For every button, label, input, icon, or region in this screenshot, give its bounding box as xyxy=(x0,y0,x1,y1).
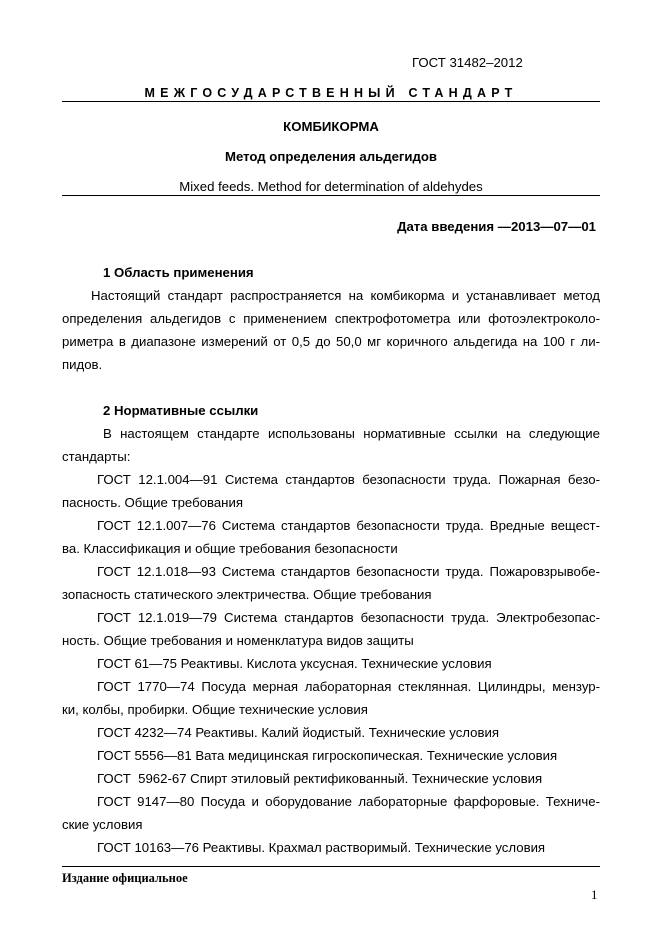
section-heading: 1 Область применения xyxy=(103,265,254,280)
reference-line: ГОСТ 5962-67 Спирт этиловый ректификованный. Технические условия xyxy=(97,771,543,786)
reference-line: пасность. Общие требования xyxy=(62,495,243,510)
effective-date: Дата введения —2013—07—01 xyxy=(397,219,596,234)
paragraph-line: В настоящем стандарте использованы нормативные ссылки на следующие xyxy=(103,426,600,441)
reference-line: ГОСТ 12.1.018—93 Система стандартов безопасности труда. Пожаровзрывобе- xyxy=(97,564,600,579)
reference-line: ГОСТ 1770—74 Посуда мерная лабораторная стеклянная. Цилиндры, мензур- xyxy=(97,679,600,694)
standard-category: МЕЖГОСУДАРСТВЕННЫЙ СТАНДАРТ xyxy=(144,86,518,100)
paragraph-line: пидов. xyxy=(62,357,103,372)
reference-line: ГОСТ 5556—81 Вата медицинская гигроскопическая. Технические условия xyxy=(97,748,558,763)
reference-line: ГОСТ 61—75 Реактивы. Кислота уксусная. Технические условия xyxy=(97,656,492,671)
reference-line: ГОСТ 12.1.007—76 Система стандартов безопасности труда. Вредные вещест- xyxy=(97,518,600,533)
document-title: КОМБИКОРМА xyxy=(283,119,379,134)
paragraph-line: Настоящий стандарт распространяется на комбикорма и устанавливает метод xyxy=(91,288,600,303)
edition-label: Издание официальное xyxy=(62,871,188,885)
reference-line: ГОСТ 9147—80 Посуда и оборудование лабораторные фарфоровые. Техниче- xyxy=(97,794,600,809)
reference-line: зопасность статического электричества. Общие требования xyxy=(62,587,432,602)
document-code: ГОСТ 31482–2012 xyxy=(412,55,523,70)
header-rule xyxy=(62,101,600,102)
reference-line: ГОСТ 12.1.004—91 Система стандартов безопасности труда. Пожарная безо- xyxy=(97,472,600,487)
reference-line: ность. Общие требования и номенклатура видов защиты xyxy=(62,633,414,648)
section-heading: 2 Нормативные ссылки xyxy=(103,403,259,418)
reference-line: ва. Классификация и общие требования безопасности xyxy=(62,541,398,556)
footer-rule xyxy=(62,866,600,867)
document-subtitle: Метод определения альдегидов xyxy=(224,149,438,164)
reference-line: ские условия xyxy=(62,817,143,832)
paragraph-line: определения альдегидов с применением спектрофотометра или фотоэлектроколо- xyxy=(62,311,600,326)
english-title: Mixed feeds. Method for determination of aldehydes xyxy=(179,179,483,194)
page-number: 1 xyxy=(591,887,598,902)
paragraph-line: риметра в диапазоне измерений от 0,5 до 50,0 мг коричного альдегида на 100 г ли- xyxy=(62,334,600,349)
paragraph-line: стандарты: xyxy=(62,449,131,464)
title-rule xyxy=(62,195,600,196)
reference-line: ГОСТ 12.1.019—79 Система стандартов безопасности труда. Электробезопас- xyxy=(97,610,600,625)
reference-line: ГОСТ 4232—74 Реактивы. Калий йодистый. Технические условия xyxy=(97,725,499,740)
reference-line: ГОСТ 10163—76 Реактивы. Крахмал растворимый. Технические условия xyxy=(97,840,546,855)
reference-line: ки, колбы, пробирки. Общие технические условия xyxy=(62,702,368,717)
